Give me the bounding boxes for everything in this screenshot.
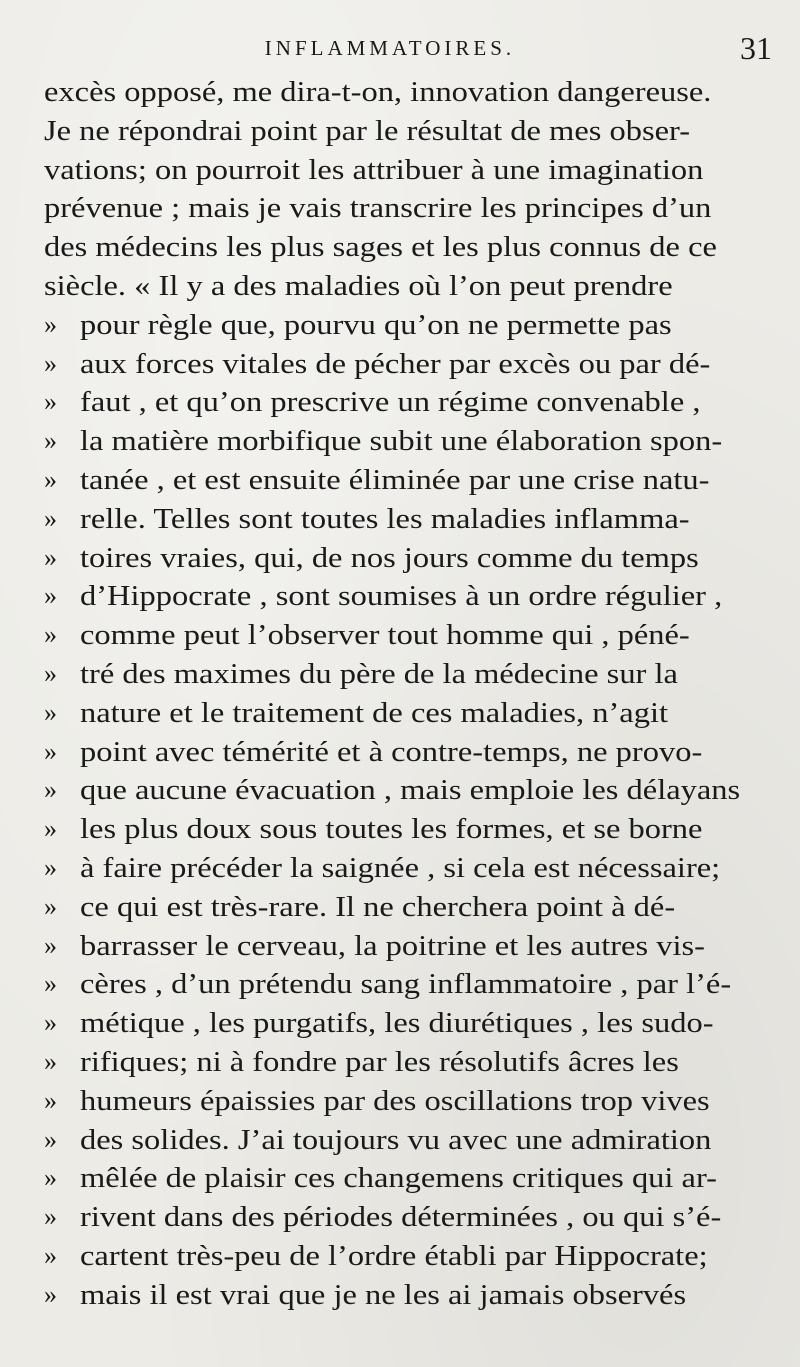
line-text: des solides. J’ai toujours vu avec une admiration <box>80 1123 712 1156</box>
text-line <box>40 500 760 539</box>
line-text: ce qui est très-rare. Il ne cherchera point à dé- <box>80 890 676 923</box>
text-line <box>40 112 760 151</box>
running-title: INFLAMMATOIRES. <box>264 36 516 60</box>
quote-mark: » <box>44 891 57 921</box>
text-line <box>40 849 760 888</box>
text-line <box>40 1237 760 1276</box>
line-text: faut , et qu’on prescrive un régime convenable , <box>80 386 701 419</box>
text-line <box>40 1004 760 1043</box>
line-text: à faire précéder la saignée , si cela est nécessaire; <box>80 851 721 884</box>
quote-mark: » <box>44 1240 57 1270</box>
quote-mark: » <box>44 387 57 417</box>
text-line <box>40 1121 760 1160</box>
line-text: Je ne répondrai point par le résultat de mes obser- <box>44 114 691 147</box>
text-line <box>40 228 760 267</box>
quote-mark: » <box>44 464 57 494</box>
quote-mark: » <box>44 503 57 533</box>
text-line <box>40 577 760 616</box>
line-text: point avec témérité et à contre-temps, ne provo- <box>80 735 703 768</box>
line-text: vations; on pourroit les attribuer à une imagination <box>44 153 704 186</box>
quote-mark: » <box>44 1008 57 1038</box>
text-line <box>40 1159 760 1198</box>
line-text: que aucune évacuation , mais emploie les délayans <box>80 774 741 807</box>
quote-mark: » <box>44 581 57 611</box>
text-line <box>40 616 760 655</box>
quote-mark: » <box>44 852 57 882</box>
text-line <box>40 383 760 422</box>
line-text: rivent dans des périodes déterminées , ou qui s’é- <box>80 1201 722 1234</box>
quote-mark: » <box>44 1202 57 1232</box>
text-line <box>40 927 760 966</box>
line-text: les plus doux sous toutes les formes, et se borne <box>80 813 703 846</box>
text-line <box>40 539 760 578</box>
text-line <box>40 810 760 849</box>
text-line <box>40 1043 760 1082</box>
quote-mark: » <box>44 969 57 999</box>
quote-mark: » <box>44 309 57 339</box>
quote-mark: » <box>44 1085 57 1115</box>
text-line <box>40 771 760 810</box>
quote-mark: » <box>44 426 57 456</box>
line-text: mêlée de plaisir ces changemens critiques qui ar- <box>80 1162 717 1195</box>
text-line <box>40 345 760 384</box>
quote-mark: » <box>44 930 57 960</box>
text-line <box>40 461 760 500</box>
line-text: des médecins les plus sages et les plus connus de ce <box>44 231 717 264</box>
quote-mark: » <box>44 620 57 650</box>
text-line <box>40 655 760 694</box>
line-text: relle. Telles sont toutes les maladies inflamma- <box>80 502 690 535</box>
line-text: métique , les purgatifs, les diurétiques , les sudo- <box>80 1007 714 1040</box>
quote-mark: » <box>44 1163 57 1193</box>
body-text <box>40 73 760 1315</box>
text-line <box>40 965 760 1004</box>
quote-mark: » <box>44 1279 57 1309</box>
quote-mark: » <box>44 1124 57 1154</box>
text-line <box>40 1082 760 1121</box>
line-text: excès opposé, me dira-t-on, innovation dangereuse. <box>44 76 712 108</box>
quote-mark: » <box>44 736 57 766</box>
line-text: tré des maximes du père de la médecine sur la <box>80 657 678 690</box>
quote-mark: » <box>44 775 57 805</box>
running-head <box>40 30 780 70</box>
page-number: 31 <box>740 30 772 66</box>
line-text: comme peut l’observer tout homme qui , péné- <box>80 619 690 652</box>
line-text: cères , d’un prétendu sang inflammatoire , par l’é- <box>80 968 732 1001</box>
quote-mark: » <box>44 542 57 572</box>
line-text: mais il est vrai que je ne les ai jamais observés <box>80 1278 687 1311</box>
line-text: pour règle que, pourvu qu’on ne permette pas <box>80 308 672 341</box>
quote-mark: » <box>44 697 57 727</box>
line-text: la matière morbifique subit une élaboration spon- <box>80 425 723 458</box>
text-line <box>40 267 760 306</box>
line-text: toires vraies, qui, de nos jours comme du temps <box>80 541 699 574</box>
quote-mark: » <box>44 658 57 688</box>
line-text: prévenue ; mais je vais transcrire les principes d’un <box>44 192 712 225</box>
quote-mark: » <box>44 348 57 378</box>
line-text: d’Hippocrate , sont soumises à un ordre régulier , <box>80 580 723 613</box>
line-text: cartent très-peu de l’ordre établi par Hippocrate; <box>80 1239 708 1272</box>
text-line <box>40 422 760 461</box>
line-text: tanée , et est ensuite éliminée par une crise natu- <box>80 463 710 496</box>
text-line <box>40 73 760 112</box>
line-text: siècle. « Il y a des maladies où l’on peut prendre <box>44 269 673 302</box>
text-line <box>40 151 760 190</box>
line-text: humeurs épaissies par des oscillations trop vives <box>80 1084 710 1117</box>
line-text: aux forces vitales de pécher par excès ou par dé- <box>80 347 711 380</box>
text-line <box>40 694 760 733</box>
text-line <box>40 306 760 345</box>
text-line <box>40 1276 760 1315</box>
line-text: rifiques; ni à fondre par les résolutifs âcres les <box>80 1045 679 1078</box>
quote-mark: » <box>44 814 57 844</box>
quote-mark: » <box>44 1046 57 1076</box>
text-line <box>40 189 760 228</box>
text-line <box>40 733 760 772</box>
text-line <box>40 1198 760 1237</box>
text-line <box>40 888 760 927</box>
line-text: nature et le traitement de ces maladies, n’agit <box>80 696 668 729</box>
line-text: barrasser le cerveau, la poitrine et les autres vis- <box>80 929 705 962</box>
